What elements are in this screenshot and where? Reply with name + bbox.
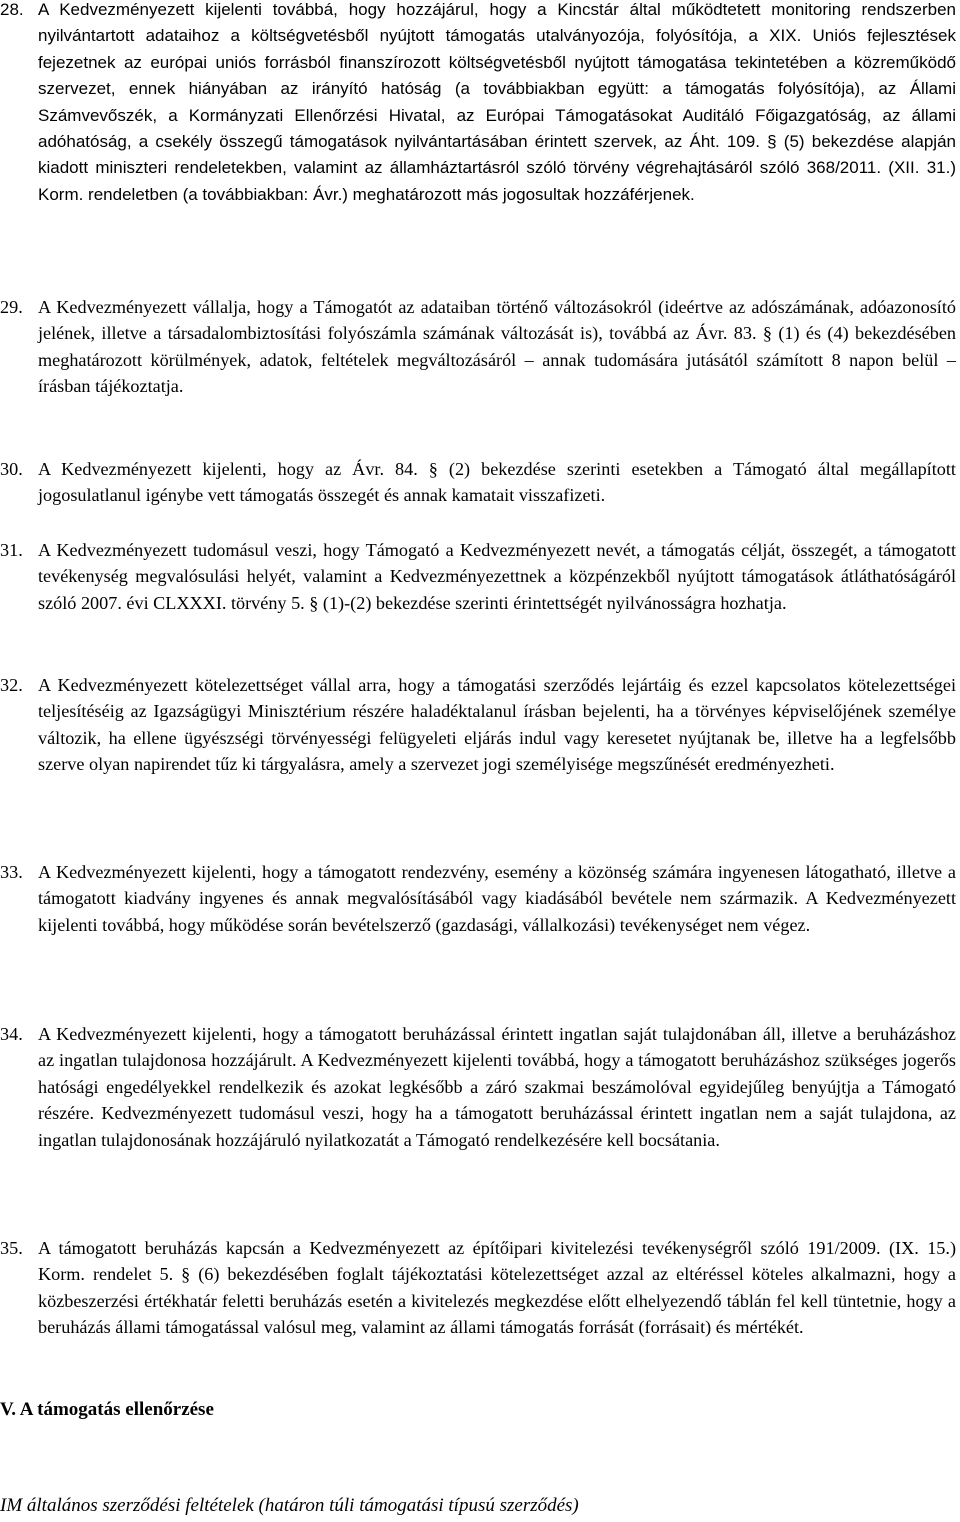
clause-number: 35. [0, 1238, 23, 1258]
clause-number: 32. [0, 675, 23, 695]
clause-text: A Kedvezményezett kijelenti, hogy a támogatott rendezvény, esemény a közönség számára ingyenesen látogatható, illetve a támogatott kiadvány ingyenes és annak megvalósításából vagy kiadásából bevétele nem származik. A Kedvezményezett kijelenti továbbá, hogy működése során bevételszerző (gazdasági, vállalkozási) tevékenységet nem végez. [38, 862, 956, 935]
clause-text: A Kedvezményezett kijelenti továbbá, hogy hozzájárul, hogy a Kincstár által működtetett monitoring rendszerben nyilvántartott adataihoz a költségvetésből nyújtott támogatás utalványozója, folyósítója, a XIX. Uniós fejlesztések fejezetnek az európai uniós forrásból finanszírozott költségvetésből nyújtott támogatása tekintetében a közreműködő szervezet, ennek hiányában az irányító hatóság (a továbbiakban együtt: a támogatás folyósítója), az Állami Számvevőszék, a Kormányzati Ellenőrzési Hivatal, az Európai Támogatásokat Auditáló Főigazgatóság, az állami adóhatóság, a csekély összegű támogatások nyilvántartásában érintett szervek, az Áht. 109. § (5) bekezdése alapján kiadott miniszteri rendeletekben, valamint az államháztartásról szóló törvény végrehajtásáról szóló 368/2011. (XII. 31.) Korm. rendeletben (a továbbiakban: Ávr.) meghatározott más jogosultak hozzáférjenek. [38, 0, 956, 204]
clause-number: 30. [0, 459, 23, 479]
clause-text: A Kedvezményezett kötelezettséget vállal arra, hogy a támogatási szerződés lejártáig és ezzel kapcsolatos kötelezettségei teljesítéséig az Igazságügyi Minisztérium részére haladéktalanul írásban bejelenti, ha a törvényes képviselőjének személye változik, ha ellene ügyészségi törvényességi felügyeleti eljárás indul vagy keresetet nyújtanak be, illetve ha a legfelsőbb szerve olyan napirendet tűz ki tárgyalásra, amely a szervezet jogi személyisége megszűnését eredményezheti. [38, 675, 956, 775]
clause-28 [0, 0, 958, 208]
page-footer: IM általános szerződési feltételek (határon túli támogatási típusú szerződés) [0, 1495, 579, 1516]
clause-35 [0, 1235, 958, 1341]
clause-text: A Kedvezményezett kijelenti, hogy az Ávr. 84. § (2) bekezdése szerinti esetekben a Támogató által megállapított jogosulatlanul igénybe vett támogatás összegét és annak kamatait visszafizeti. [38, 459, 956, 506]
clause-text: A Kedvezményezett vállalja, hogy a Támogatót az adataiban történő változásokról (ideértve az adószámának, adóazonosító jelének, illetve a társadalombiztosítási folyószámla számának változását is), továbbá az Ávr. 83. § (1) és (4) bekezdésében meghatározott körülmények, adatok, feltételek megváltozásáról – annak tudomására jutásától számított 8 napon belül – írásban tájékoztatja. [38, 297, 956, 397]
clause-text: A Kedvezményezett tudomásul veszi, hogy Támogató a Kedvezményezett nevét, a támogatás célját, összegét, a támogatott tevékenység megvalósulási helyét, valamint a Kedvezményezettnek a közpénzekből nyújtott támogatások átláthatóságáról szóló 2007. évi CLXXXI. törvény 5. § (1)-(2) bekezdése szerinti érintettségét nyilvánosságra hozhatja. [38, 540, 956, 613]
clause-34 [0, 1021, 958, 1153]
section-heading: V. A támogatás ellenőrzése [0, 1399, 214, 1420]
clause-number: 29. [0, 297, 23, 317]
clause-33 [0, 859, 958, 938]
clause-number: 28. [0, 0, 24, 19]
clause-text: A támogatott beruházás kapcsán a Kedvezményezett az építőipari kivitelezési tevékenységről szóló 191/2009. (IX. 15.) Korm. rendelet 5. § (6) bekezdésében foglalt tájékoztatási kötelezettséget azzal az eltéréssel köteles alkalmazni, hogy a közbeszerzési értékhatár feletti beruházás esetén a kivitelezés megkezdése előtt elhelyezendő táblán fel kell tüntetnie, hogy a beruházás állami támogatással valósul meg, valamint az állami támogatás forrását (forrásait) és mértékét. [38, 1238, 956, 1338]
clause-30 [0, 456, 958, 509]
clause-31 [0, 537, 958, 616]
clause-number: 33. [0, 862, 23, 882]
clause-32 [0, 672, 958, 778]
clause-29 [0, 294, 958, 400]
clause-text: A Kedvezményezett kijelenti, hogy a támogatott beruházással érintett ingatlan saját tulajdonában áll, illetve a beruházáshoz az ingatlan tulajdonosa hozzájárult. A Kedvezményezett kijelenti továbbá, hogy a támogatott beruházáshoz szükséges jogerős hatósági engedélyekkel rendelkezik és azokat legkésőbb a záró szakmai beszámolóval egyidejűleg benyújtja a Támogató részére. Kedvezményezett tudomásul veszi, hogy ha a támogatott beruházással érintett ingatlan nem a saját tulajdona, az ingatlan tulajdonosának hozzájáruló nyilatkozatát a Támogató rendelkezésére kell bocsátania. [38, 1024, 956, 1150]
clause-number: 31. [0, 540, 23, 560]
clause-number: 34. [0, 1024, 23, 1044]
